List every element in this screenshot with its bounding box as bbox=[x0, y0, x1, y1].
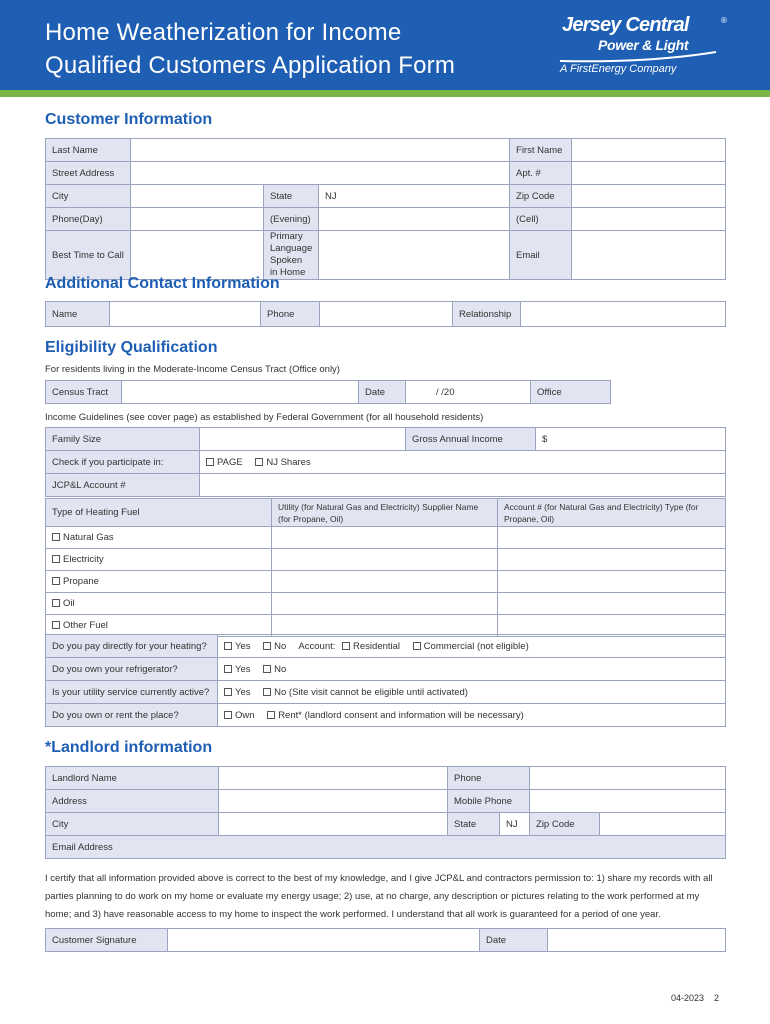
first-name-field[interactable] bbox=[572, 139, 726, 162]
participate-options bbox=[200, 451, 726, 474]
company-logo bbox=[558, 14, 738, 84]
logo-swoosh-icon bbox=[558, 50, 720, 64]
fuel-electricity[interactable] bbox=[46, 549, 272, 571]
answer-pay-heating bbox=[218, 635, 726, 658]
account-field[interactable] bbox=[498, 527, 726, 549]
commercial-label: Commercial (not eligible) bbox=[423, 640, 529, 652]
contact-phone-field[interactable] bbox=[320, 302, 453, 327]
own-option[interactable] bbox=[224, 710, 255, 721]
census-tract-note: For residents living in the Moderate-Income Census Tract (Office only) bbox=[45, 364, 340, 375]
own-checkbox[interactable] bbox=[224, 711, 232, 719]
state-field[interactable]: NJ bbox=[319, 185, 510, 208]
question-own-rent: Do you own or rent the place? bbox=[46, 704, 218, 727]
account-field[interactable] bbox=[498, 593, 726, 615]
street-address-label: Street Address bbox=[46, 162, 131, 185]
page-checkbox[interactable] bbox=[206, 458, 214, 466]
no-option[interactable] bbox=[263, 641, 286, 652]
last-name-label: Last Name bbox=[46, 139, 131, 162]
email-label: Email bbox=[510, 231, 572, 280]
primary-language-label: Primary Language Spoken in Home bbox=[264, 231, 319, 280]
landlord-mobile-label: Mobile Phone bbox=[448, 790, 530, 813]
question-pay-heating: Do you pay directly for your heating? bbox=[46, 635, 218, 658]
answer-own-refrigerator bbox=[218, 658, 726, 681]
propane-checkbox[interactable] bbox=[52, 577, 60, 585]
no-label: No bbox=[274, 663, 287, 675]
yes-label: Yes bbox=[235, 686, 251, 698]
page-option[interactable] bbox=[206, 457, 243, 468]
yes-option[interactable] bbox=[224, 687, 251, 698]
electricity-checkbox[interactable] bbox=[52, 555, 60, 563]
gross-income-label: Gross Annual Income bbox=[406, 428, 536, 451]
last-name-field[interactable] bbox=[131, 139, 510, 162]
fuel-label: Oil bbox=[63, 598, 75, 609]
fuel-label: Other Fuel bbox=[63, 620, 108, 631]
no-label: No bbox=[274, 640, 287, 652]
landlord-city-label: City bbox=[46, 813, 219, 836]
jcpl-account-label: JCP&L Account # bbox=[46, 474, 200, 497]
state-label: State bbox=[264, 185, 319, 208]
landlord-table bbox=[45, 766, 726, 859]
phone-day-field[interactable] bbox=[131, 208, 264, 231]
logo-line-2: Power & Light bbox=[598, 37, 689, 53]
apt-label: Apt. # bbox=[510, 162, 572, 185]
commercial-checkbox[interactable] bbox=[413, 642, 421, 650]
rent-checkbox[interactable] bbox=[267, 711, 275, 719]
email-field[interactable] bbox=[572, 231, 726, 280]
page-option-label: PAGE bbox=[217, 456, 243, 468]
njshares-option[interactable] bbox=[255, 457, 310, 468]
questions-table bbox=[45, 634, 726, 727]
account-field[interactable] bbox=[498, 549, 726, 571]
logo-registered-mark: ® bbox=[721, 16, 727, 25]
yes-option[interactable] bbox=[224, 664, 251, 675]
fuel-natural-gas[interactable] bbox=[46, 527, 272, 549]
question-service-active: Is your utility service currently active? bbox=[46, 681, 218, 704]
supplier-field[interactable] bbox=[272, 593, 498, 615]
zip-code-label: Zip Code bbox=[510, 185, 572, 208]
additional-contact-table bbox=[45, 301, 726, 327]
form-title bbox=[45, 16, 455, 82]
landlord-address-label: Address bbox=[46, 790, 219, 813]
commercial-option[interactable] bbox=[413, 641, 529, 652]
natural-gas-checkbox[interactable] bbox=[52, 533, 60, 541]
no-option[interactable] bbox=[263, 664, 286, 675]
header-banner bbox=[0, 0, 770, 90]
no-checkbox[interactable] bbox=[263, 688, 271, 696]
income-guidelines-note: Income Guidelines (see cover page) as established by Federal Government (for all household residents) bbox=[45, 412, 484, 423]
yes-label: Yes bbox=[235, 663, 251, 675]
logo-line-3: A FirstEnergy Company bbox=[560, 63, 677, 75]
census-tract-field[interactable] bbox=[122, 381, 359, 404]
form-revision-code: 04-2023 bbox=[671, 993, 705, 1003]
yes-label: Yes bbox=[235, 640, 251, 652]
city-label: City bbox=[46, 185, 131, 208]
apt-field[interactable] bbox=[572, 162, 726, 185]
residential-label: Residential bbox=[353, 640, 401, 652]
income-table bbox=[45, 427, 726, 497]
fuel-propane[interactable] bbox=[46, 571, 272, 593]
signature-table bbox=[45, 928, 726, 952]
phone-cell-field[interactable] bbox=[572, 208, 726, 231]
phone-cell-label: (Cell) bbox=[510, 208, 572, 231]
census-date-field[interactable]: / /20 bbox=[406, 381, 531, 404]
fuel-label: Electricity bbox=[63, 554, 104, 565]
supplier-field[interactable] bbox=[272, 549, 498, 571]
rent-option[interactable] bbox=[267, 710, 524, 721]
first-name-label: First Name bbox=[510, 139, 572, 162]
census-tract-table bbox=[45, 380, 611, 404]
njshares-checkbox[interactable] bbox=[255, 458, 263, 466]
landlord-city-field[interactable] bbox=[219, 813, 448, 836]
contact-name-field[interactable] bbox=[110, 302, 261, 327]
question-own-refrigerator: Do you own your refrigerator? bbox=[46, 658, 218, 681]
no-checkbox[interactable] bbox=[263, 665, 271, 673]
residential-checkbox[interactable] bbox=[342, 642, 350, 650]
customer-info-table bbox=[45, 138, 726, 280]
primary-language-field[interactable] bbox=[319, 231, 510, 280]
certification-text: I certify that all information provided above is correct to the best of my knowledge, and I give JCP&L and contractors permission to: 1) share my records with all parties planning to do work on my home or evaluate my energy usage; 2) use, at no charge, any description or pictures relating to the work performed at my home; and 3) have reasonable access to my home to inspect the work performed. I understand that all work is guaranteed for a period of one year. bbox=[45, 873, 713, 920]
answer-service-active bbox=[218, 681, 726, 704]
phone-evening-field[interactable] bbox=[319, 208, 510, 231]
best-time-label: Best Time to Call bbox=[46, 231, 131, 280]
supplier-field[interactable] bbox=[272, 571, 498, 593]
landlord-title: *Landlord information bbox=[45, 739, 213, 756]
title-line-1: Home Weatherization for Income bbox=[45, 19, 402, 46]
account-field[interactable] bbox=[498, 571, 726, 593]
family-size-label: Family Size bbox=[46, 428, 200, 451]
landlord-address-field[interactable] bbox=[219, 790, 448, 813]
jcpl-account-field[interactable] bbox=[200, 474, 726, 497]
heating-fuel-table bbox=[45, 498, 726, 637]
account-type-prompt: Account: bbox=[298, 640, 336, 652]
landlord-phone-label: Phone bbox=[448, 767, 530, 790]
own-label: Own bbox=[235, 709, 255, 721]
page-footer bbox=[671, 993, 719, 1003]
landlord-mobile-field[interactable] bbox=[530, 790, 726, 813]
njshares-option-label: NJ Shares bbox=[266, 456, 311, 468]
landlord-zip-label: Zip Code bbox=[530, 813, 600, 836]
best-time-field[interactable] bbox=[131, 231, 264, 280]
landlord-phone-field[interactable] bbox=[530, 767, 726, 790]
heating-fuel-label: Type of Heating Fuel bbox=[46, 499, 272, 527]
landlord-zip-field[interactable] bbox=[600, 813, 726, 836]
city-field[interactable] bbox=[131, 185, 264, 208]
relationship-label: Relationship bbox=[453, 302, 521, 327]
no-label: No (Site visit cannot be eligible until activated) bbox=[274, 686, 468, 698]
header-accent-stripe bbox=[0, 90, 770, 97]
signature-date-label: Date bbox=[480, 929, 548, 952]
other-fuel-checkbox[interactable] bbox=[52, 621, 60, 629]
yes-checkbox[interactable] bbox=[224, 642, 232, 650]
census-date-label: Date bbox=[359, 381, 406, 404]
no-checkbox[interactable] bbox=[263, 642, 271, 650]
title-line-2: Qualified Customers Application Form bbox=[45, 52, 456, 79]
supplier-field[interactable] bbox=[272, 527, 498, 549]
residential-option[interactable] bbox=[342, 641, 400, 652]
signature-field[interactable] bbox=[168, 929, 480, 952]
additional-contact-title: Additional Contact Information bbox=[45, 275, 280, 292]
landlord-state-field[interactable]: NJ bbox=[500, 813, 530, 836]
census-tract-label: Census Tract bbox=[46, 381, 122, 404]
landlord-name-field[interactable] bbox=[219, 767, 448, 790]
street-address-field[interactable] bbox=[131, 162, 510, 185]
fuel-label: Natural Gas bbox=[63, 532, 114, 543]
fuel-oil[interactable] bbox=[46, 593, 272, 615]
landlord-state-label: State bbox=[448, 813, 500, 836]
zip-code-field[interactable] bbox=[572, 185, 726, 208]
gross-income-field[interactable]: $ bbox=[536, 428, 726, 451]
customer-info-title: Customer Information bbox=[45, 111, 213, 128]
contact-name-label: Name bbox=[46, 302, 110, 327]
yes-checkbox[interactable] bbox=[224, 688, 232, 696]
phone-evening-label: (Evening) bbox=[264, 208, 319, 231]
eligibility-title: Eligibility Qualification bbox=[45, 339, 218, 356]
page-number: 2 bbox=[714, 993, 720, 1003]
account-type-label: Account # (for Natural Gas and Electricity) Type (for Propane, Oil) bbox=[498, 499, 726, 527]
utility-supplier-label: Utility (for Natural Gas and Electricity) Supplier Name (for Propane, Oil) bbox=[272, 499, 498, 527]
signature-date-field[interactable] bbox=[548, 929, 726, 952]
no-option[interactable] bbox=[263, 687, 468, 698]
landlord-email-label: Email Address bbox=[46, 836, 726, 859]
contact-phone-label: Phone bbox=[261, 302, 320, 327]
phone-day-label: Phone(Day) bbox=[46, 208, 131, 231]
logo-line-1: Jersey Central bbox=[562, 14, 689, 36]
relationship-field[interactable] bbox=[521, 302, 726, 327]
oil-checkbox[interactable] bbox=[52, 599, 60, 607]
landlord-name-label: Landlord Name bbox=[46, 767, 219, 790]
family-size-field[interactable] bbox=[200, 428, 406, 451]
rent-label: Rent* (landlord consent and information will be necessary) bbox=[278, 709, 524, 721]
answer-own-rent bbox=[218, 704, 726, 727]
yes-option[interactable] bbox=[224, 641, 251, 652]
participate-label: Check if you participate in: bbox=[46, 451, 200, 474]
signature-label: Customer Signature bbox=[46, 929, 168, 952]
yes-checkbox[interactable] bbox=[224, 665, 232, 673]
fuel-label: Propane bbox=[63, 576, 99, 587]
office-label: Office bbox=[531, 381, 611, 404]
